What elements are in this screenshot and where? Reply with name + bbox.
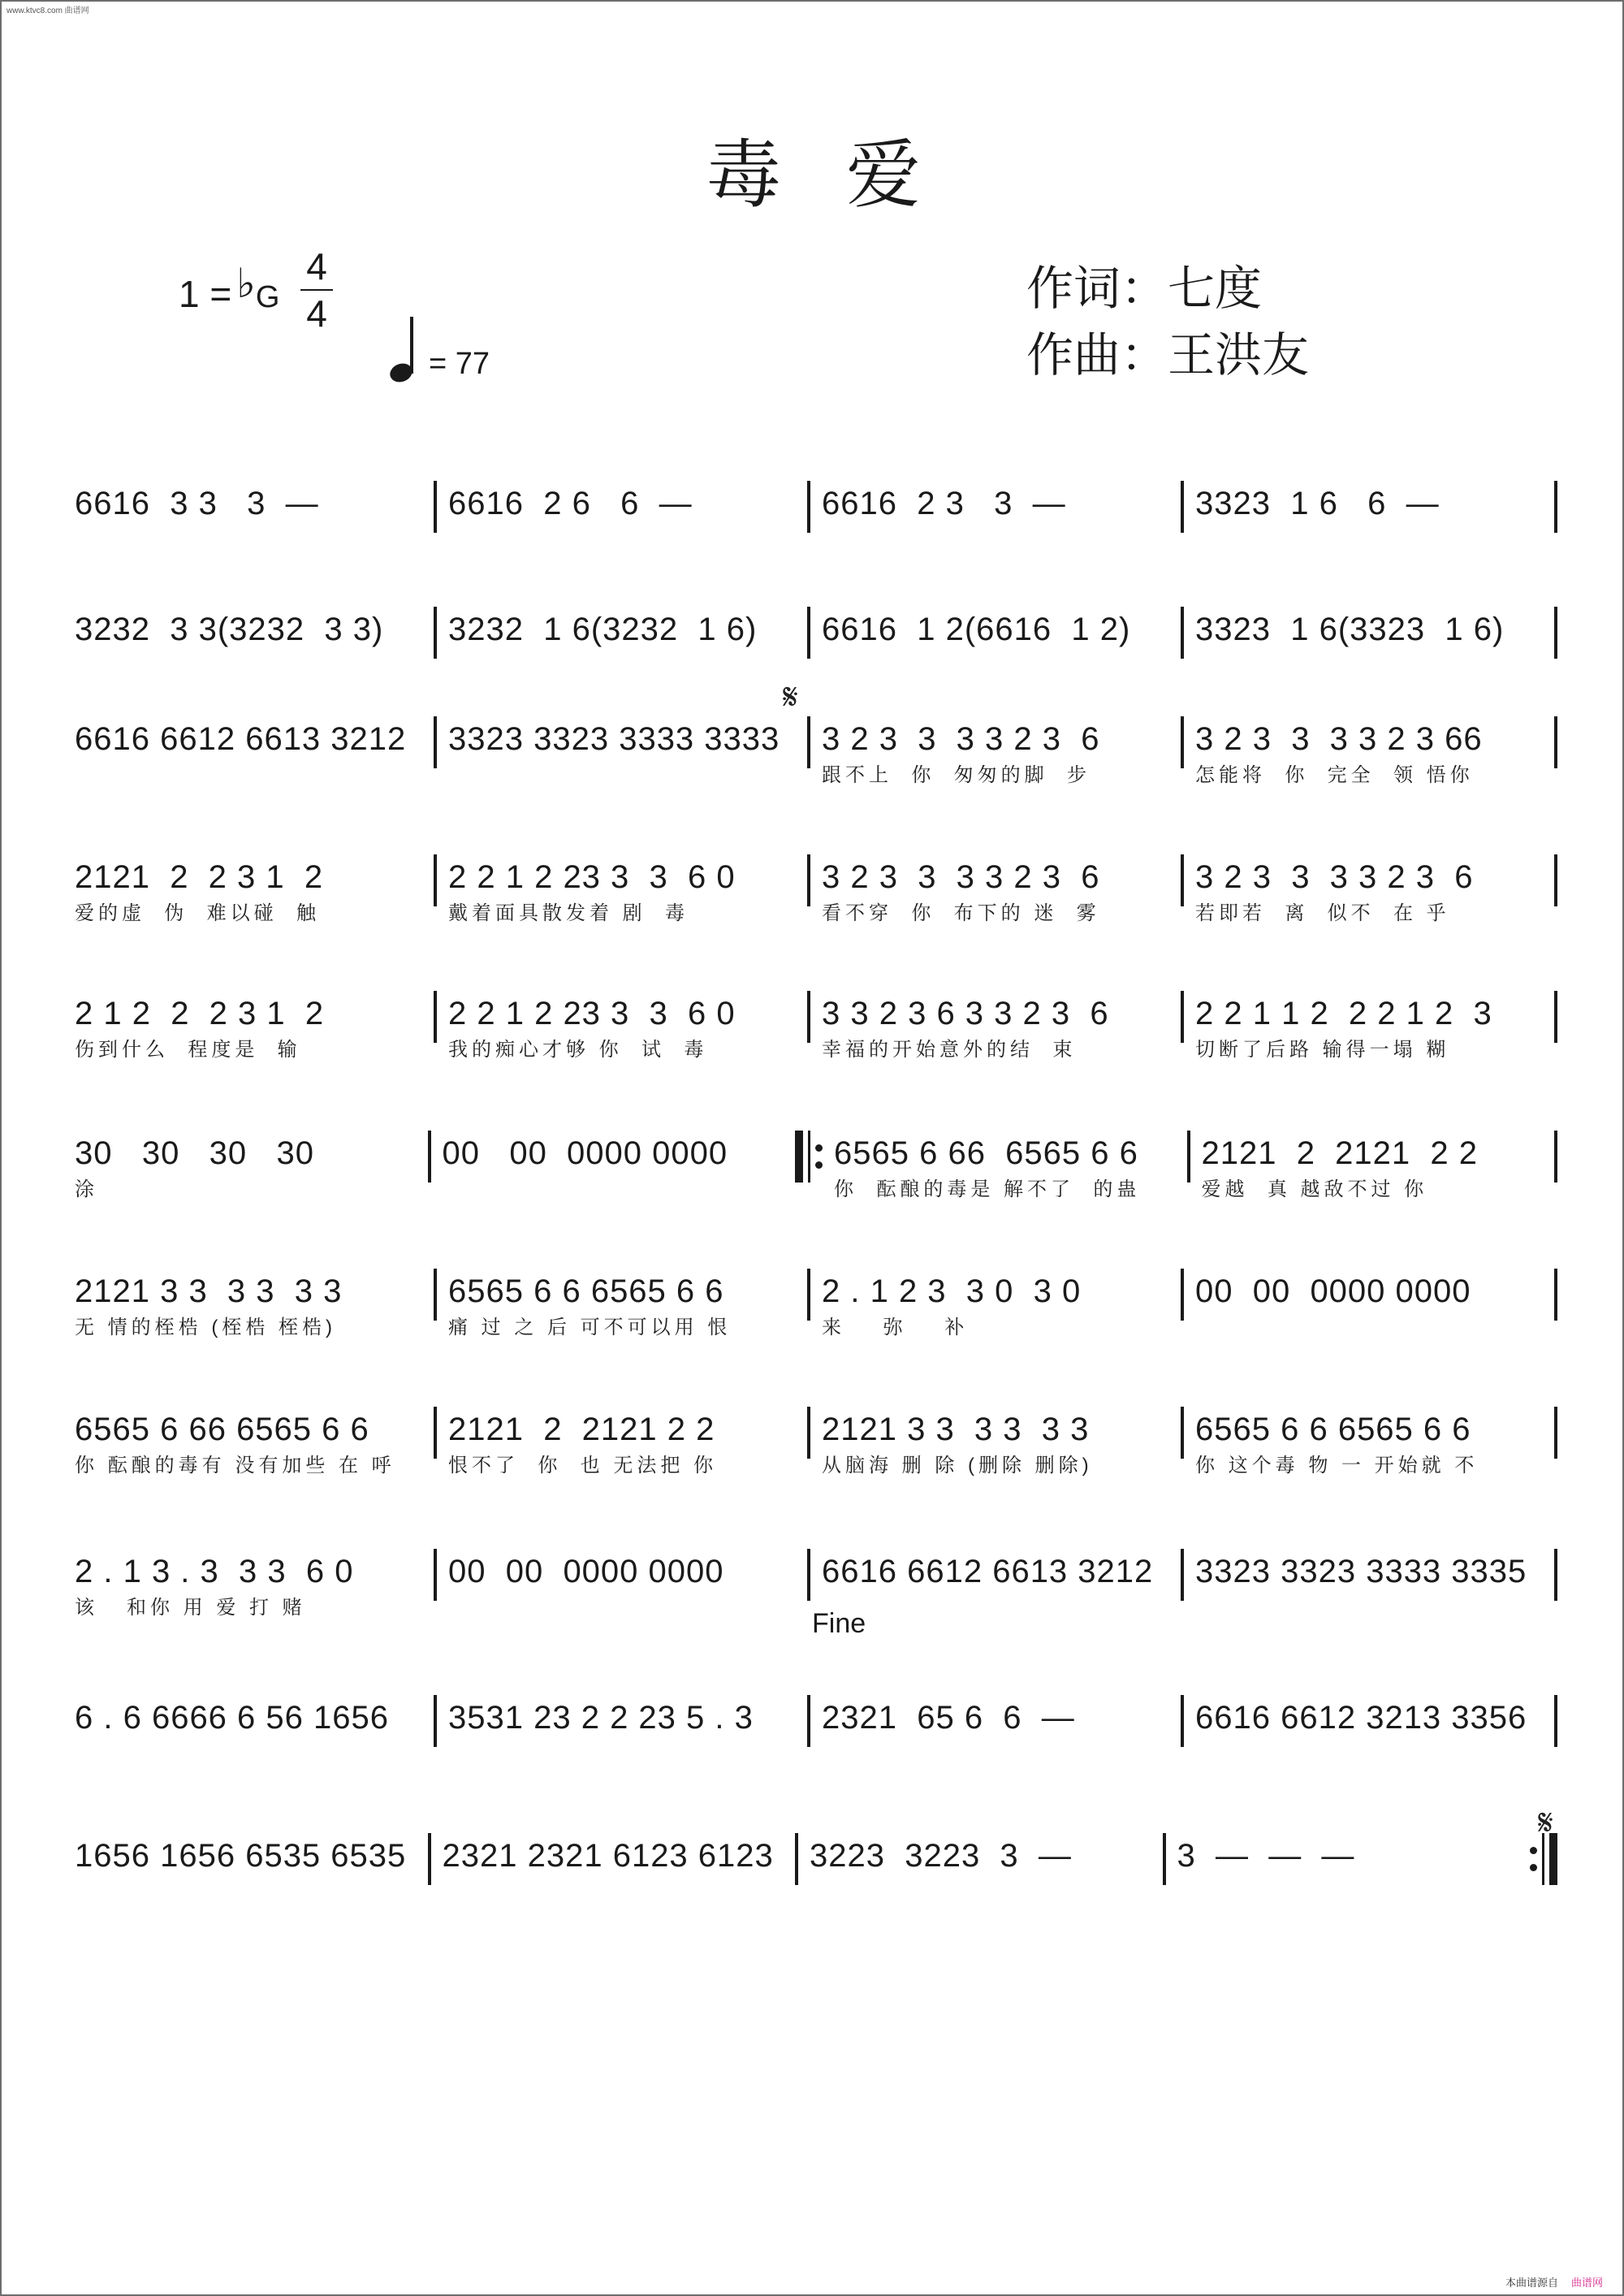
barline [1554, 716, 1557, 768]
measure [1184, 1549, 1554, 1622]
measure [1184, 1407, 1554, 1480]
measure-notes: 6616 6612 6613 3212 [75, 721, 407, 757]
measure [798, 1833, 1163, 1906]
measure-notes: 2 1 2 2 2 3 1 2 [75, 996, 325, 1031]
measure-notes: 3323 3323 3333 3333 [448, 721, 780, 757]
measure-notes: 2121 2 2121 2 2 [448, 1412, 715, 1447]
measure-notes: 6616 1 2(6616 1 2) [822, 612, 1131, 647]
time-top: 4 [306, 245, 327, 288]
barline [1554, 1131, 1557, 1183]
measure-notes: 6616 3 3 3 — [75, 486, 319, 521]
measure-lyrics: 若即若 离 似不 在 乎 [1195, 902, 1450, 924]
measure-lyrics: 我的痴心才够 你 试 毒 [448, 1039, 708, 1061]
measure-notes: 6616 6612 3213 3356 [1195, 1700, 1527, 1736]
measure [437, 1269, 807, 1342]
measure [1184, 991, 1554, 1064]
measure [1184, 716, 1554, 789]
measure-lyrics: 痛 过 之 后 可不可以用 恨 [448, 1317, 732, 1338]
measure-notes: 6565 6 6 6565 6 6 [1195, 1412, 1471, 1447]
measure-lyrics: 伤到什么 程度是 输 [75, 1039, 301, 1061]
measure-notes: 2121 2 2121 2 2 [1201, 1135, 1478, 1171]
lyricist: 作词：七度 [1026, 261, 1263, 316]
measure-lyrics [1195, 1594, 1543, 1622]
measure-notes: 00 00 0000 0000 [442, 1135, 728, 1171]
score-system [71, 481, 1557, 554]
measure-notes: 2121 3 3 3 3 3 3 [75, 1273, 343, 1309]
measure [1184, 607, 1554, 680]
measure [71, 854, 434, 927]
measure [71, 1407, 434, 1480]
measure-notes: 6616 2 3 3 — [822, 486, 1066, 521]
measure-lyrics [75, 652, 422, 680]
key-signature [179, 260, 279, 316]
measure [810, 607, 1181, 680]
measure-notes: 3 — — — [1177, 1838, 1355, 1874]
measure [71, 991, 434, 1064]
tempo-value: = 77 [429, 347, 490, 381]
measure [431, 1131, 796, 1204]
measure-notes: 3232 3 3(3232 3 3) [75, 612, 384, 647]
measure [1184, 854, 1554, 927]
measure-notes: 3323 1 6 6 — [1195, 486, 1440, 521]
flat-icon: ♭ [236, 261, 256, 306]
measure [437, 607, 807, 680]
composer: 作曲：王洪友 [1026, 327, 1310, 383]
measure-lyrics [75, 1879, 417, 1906]
measure-notes: 3 2 3 3 3 3 2 3 6 [1195, 859, 1474, 895]
score-system [71, 607, 1557, 680]
measure-lyrics: 你 这个毒 物 一 开始就 不 [1195, 1455, 1479, 1477]
measure-notes: 00 00 0000 0000 [1195, 1273, 1471, 1309]
measure [1190, 1131, 1555, 1204]
measure-lyrics [448, 652, 796, 680]
measure-notes: 2 . 1 2 3 3 0 3 0 [822, 1273, 1082, 1309]
measure [437, 854, 807, 927]
measure-notes: 30 30 30 30 [75, 1135, 314, 1171]
measure-lyrics [822, 526, 1169, 554]
measure-lyrics: 你 酝酿的毒有 没有加些 在 呼 [75, 1455, 395, 1477]
quarter-note-icon [390, 317, 417, 382]
time-signature [300, 245, 333, 335]
measure-notes: 6 . 6 6666 6 56 1656 [75, 1700, 389, 1736]
measure-lyrics [810, 1879, 1151, 1906]
score-system [71, 1407, 1557, 1480]
score-system [71, 1833, 1557, 1906]
measure [810, 1407, 1181, 1480]
measure [71, 1269, 434, 1342]
measure [437, 1549, 807, 1622]
score-system [71, 1269, 1557, 1342]
measure [71, 607, 434, 680]
barline [1554, 1549, 1557, 1601]
time-bottom: 4 [306, 292, 327, 335]
barline [1554, 607, 1557, 659]
measure-lyrics [1195, 1314, 1543, 1342]
measure-notes: 6616 6612 6613 3212 [822, 1554, 1154, 1589]
measure-lyrics [822, 1740, 1169, 1768]
barline [1554, 991, 1557, 1043]
measure [810, 1549, 1181, 1622]
measure-lyrics: 切断了后路 输得一塌 糊 [1195, 1039, 1450, 1061]
score-system [71, 1131, 1557, 1204]
measure-notes: 6565 6 66 6565 6 6 [834, 1135, 1138, 1171]
measure-lyrics: 来 弥 补 [822, 1317, 969, 1338]
measure-lyrics: 看不穿 你 布下的 迷 雾 [822, 902, 1100, 924]
measure-lyrics [448, 762, 796, 789]
measure [437, 991, 807, 1064]
measure [437, 1695, 807, 1768]
measure-notes: 2 2 1 2 23 3 3 6 0 [448, 859, 736, 895]
measure-notes: 3 2 3 3 3 3 2 3 6 [822, 859, 1100, 895]
measure-notes: 3 2 3 3 3 3 2 3 66 [1195, 721, 1483, 757]
measure-lyrics [822, 1594, 1169, 1622]
measure-notes: 3531 23 2 2 23 5 . 3 [448, 1700, 754, 1736]
fine-mark: Fine [812, 1608, 866, 1639]
key-prefix: 1 = [179, 273, 232, 315]
measure-notes: 3 3 2 3 6 3 3 2 3 6 [822, 996, 1109, 1031]
segno-icon: 𝄋 [783, 677, 798, 717]
measure-notes: 2321 65 6 6 — [822, 1700, 1075, 1736]
measure-lyrics [822, 652, 1169, 680]
measure [823, 1131, 1187, 1204]
measure-lyrics: 幸福的开始意外的结 束 [822, 1039, 1077, 1061]
score-system [71, 854, 1557, 927]
measure-lyrics: 该 和你 用 爱 打 赌 [75, 1597, 306, 1619]
measure-lyrics: 你 酝酿的毒是 解不了 的蛊 [834, 1178, 1141, 1200]
measure [1184, 1269, 1554, 1342]
score-system [71, 991, 1557, 1064]
measure-lyrics: 涂 [75, 1178, 98, 1200]
measure-lyrics [1195, 1740, 1543, 1768]
measure-lyrics: 戴着面具散发着 剧 毒 [448, 902, 689, 924]
measure-notes: 3323 1 6(3323 1 6) [1195, 612, 1505, 647]
measure-notes: 2 . 1 3 . 3 3 3 6 0 [75, 1554, 354, 1589]
barline [1554, 1407, 1557, 1459]
measure-lyrics [75, 1740, 422, 1768]
bottom-watermark: 本曲谱源自 曲谱网 [1505, 2277, 1603, 2289]
measure-lyrics [75, 526, 422, 554]
measure-notes: 3323 3323 3333 3335 [1195, 1554, 1527, 1589]
measure-lyrics [1195, 526, 1543, 554]
credits [1026, 255, 1309, 388]
measure-lyrics: 爱的虚 伪 难以碰 触 [75, 902, 321, 924]
measure [71, 716, 434, 789]
song-title: 毒爱 [706, 132, 986, 218]
measure-lyrics [443, 1879, 784, 1906]
time-divider [300, 289, 333, 291]
measure [810, 1695, 1181, 1768]
measure [810, 1269, 1181, 1342]
measure [431, 1833, 796, 1906]
measure [810, 481, 1181, 554]
measure-lyrics: 跟不上 你 匆匆的脚 步 [822, 764, 1091, 786]
measure [1184, 481, 1554, 554]
tempo-marking [390, 317, 490, 382]
measure-lyrics [448, 1740, 796, 1768]
barline [1554, 854, 1557, 906]
measure-notes: 1656 1656 6535 6535 [75, 1838, 407, 1874]
measure-notes: 2121 2 2 3 1 2 [75, 859, 324, 895]
measure [71, 1131, 428, 1204]
measure-notes: 2 2 1 1 2 2 2 1 2 3 [1195, 996, 1492, 1031]
score-system [71, 716, 1557, 789]
top-watermark: www.ktvc8.com 曲谱网 [6, 6, 89, 15]
measure-lyrics: 爱越 真 越敌不过 你 [1201, 1178, 1428, 1200]
measure [71, 1833, 428, 1906]
repeat-start-barline [795, 1131, 823, 1183]
measure-lyrics: 怎能将 你 完全 领 悟你 [1195, 764, 1474, 786]
barline [1554, 1695, 1557, 1747]
measure [810, 716, 1181, 789]
barline [1554, 1269, 1557, 1321]
measure-lyrics: 无 情的桎梏 (桎梏 桎梏) [75, 1317, 336, 1338]
measure [71, 481, 434, 554]
measure [810, 854, 1181, 927]
measure [437, 481, 807, 554]
measure [1184, 1695, 1554, 1768]
measure-notes: 2121 3 3 3 3 3 3 [822, 1412, 1090, 1447]
measure-lyrics [1195, 652, 1543, 680]
measure-notes: 3232 1 6(3232 1 6) [448, 612, 758, 647]
measure-lyrics [448, 526, 796, 554]
measure [810, 991, 1181, 1064]
measure-notes: 6565 6 66 6565 6 6 [75, 1412, 369, 1447]
measure-lyrics [75, 762, 422, 789]
measure-lyrics [443, 1176, 784, 1204]
measure-lyrics [448, 1594, 796, 1622]
key-note: G [255, 280, 280, 314]
measure-notes: 6616 2 6 6 — [448, 486, 693, 521]
measure-lyrics: 恨不了 你 也 无法把 你 [448, 1455, 718, 1477]
score-system [71, 1695, 1557, 1768]
measure-notes: 3223 3223 3 — [810, 1838, 1072, 1874]
segno-icon: 𝄋 [1538, 1803, 1553, 1843]
measure [71, 1695, 434, 1768]
measure-lyrics [1177, 1879, 1519, 1906]
measure [437, 1407, 807, 1480]
barline [1554, 481, 1557, 533]
measure-notes: 2321 2321 6123 6123 [442, 1838, 774, 1874]
measure-notes: 2 2 1 2 23 3 3 6 0 [448, 996, 736, 1031]
measure [1166, 1833, 1531, 1906]
measure-lyrics: 从脑海 删 除 (删除 删除) [822, 1455, 1093, 1477]
measure [71, 1549, 434, 1622]
measure-notes: 6565 6 6 6565 6 6 [448, 1273, 724, 1309]
measure-notes: 00 00 0000 0000 [448, 1554, 724, 1589]
measure-notes: 3 2 3 3 3 3 2 3 6 [822, 721, 1100, 757]
measure [437, 716, 807, 789]
